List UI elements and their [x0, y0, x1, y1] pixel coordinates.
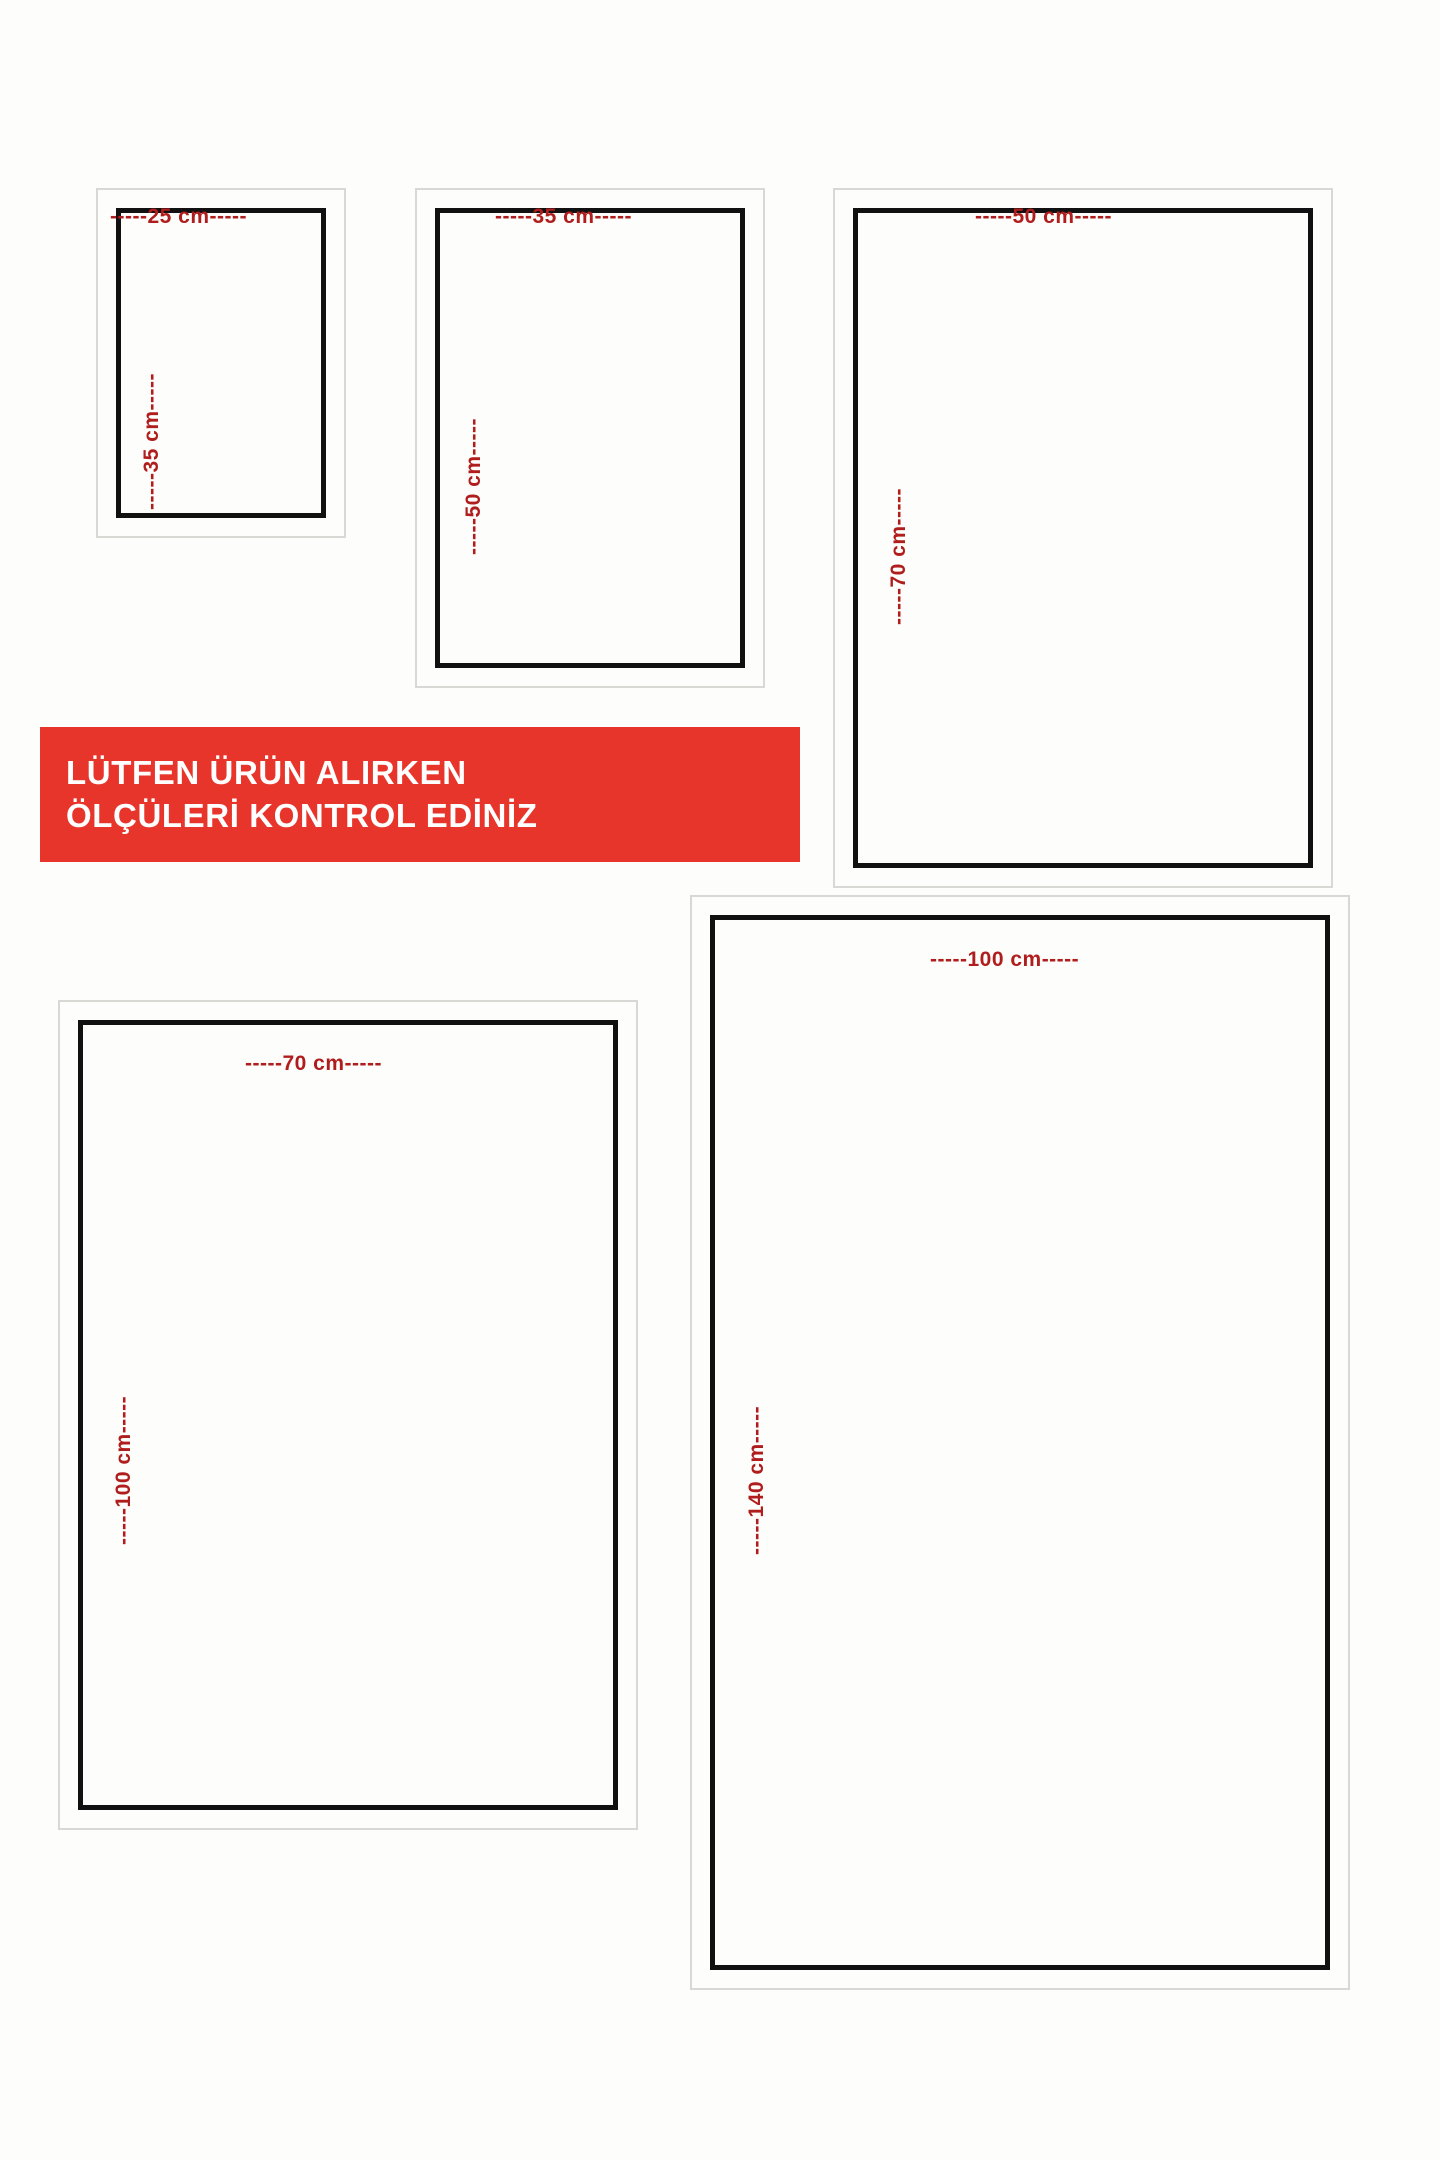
frame-70x100 — [58, 1000, 638, 1830]
warning-banner — [40, 727, 800, 862]
warning-line-1: LÜTFEN ÜRÜN ALIRKEN — [66, 754, 467, 792]
dim-height-35x50: -----50 cm----- — [462, 418, 485, 555]
frame-50x70-inner — [853, 208, 1313, 868]
dim-height-100x140: -----140 cm----- — [745, 1405, 768, 1555]
dim-width-50x70: -----50 cm----- — [975, 205, 1112, 228]
dim-width-70x100: -----70 cm----- — [245, 1052, 382, 1075]
dim-width-100x140: -----100 cm----- — [930, 948, 1080, 971]
dim-height-50x70: -----70 cm----- — [887, 488, 910, 625]
dim-width-25x35: -----25 cm----- — [110, 205, 247, 228]
warning-line-2: ÖLÇÜLERİ KONTROL EDİNİZ — [66, 796, 538, 834]
dim-height-25x35: -----35 cm----- — [140, 373, 163, 510]
frame-70x100-inner — [78, 1020, 618, 1810]
frame-100x140 — [690, 895, 1350, 1990]
frame-100x140-inner — [710, 915, 1330, 1970]
frame-25x35 — [96, 188, 346, 538]
dim-height-70x100: -----100 cm----- — [112, 1395, 135, 1545]
dim-width-35x50: -----35 cm----- — [495, 205, 632, 228]
